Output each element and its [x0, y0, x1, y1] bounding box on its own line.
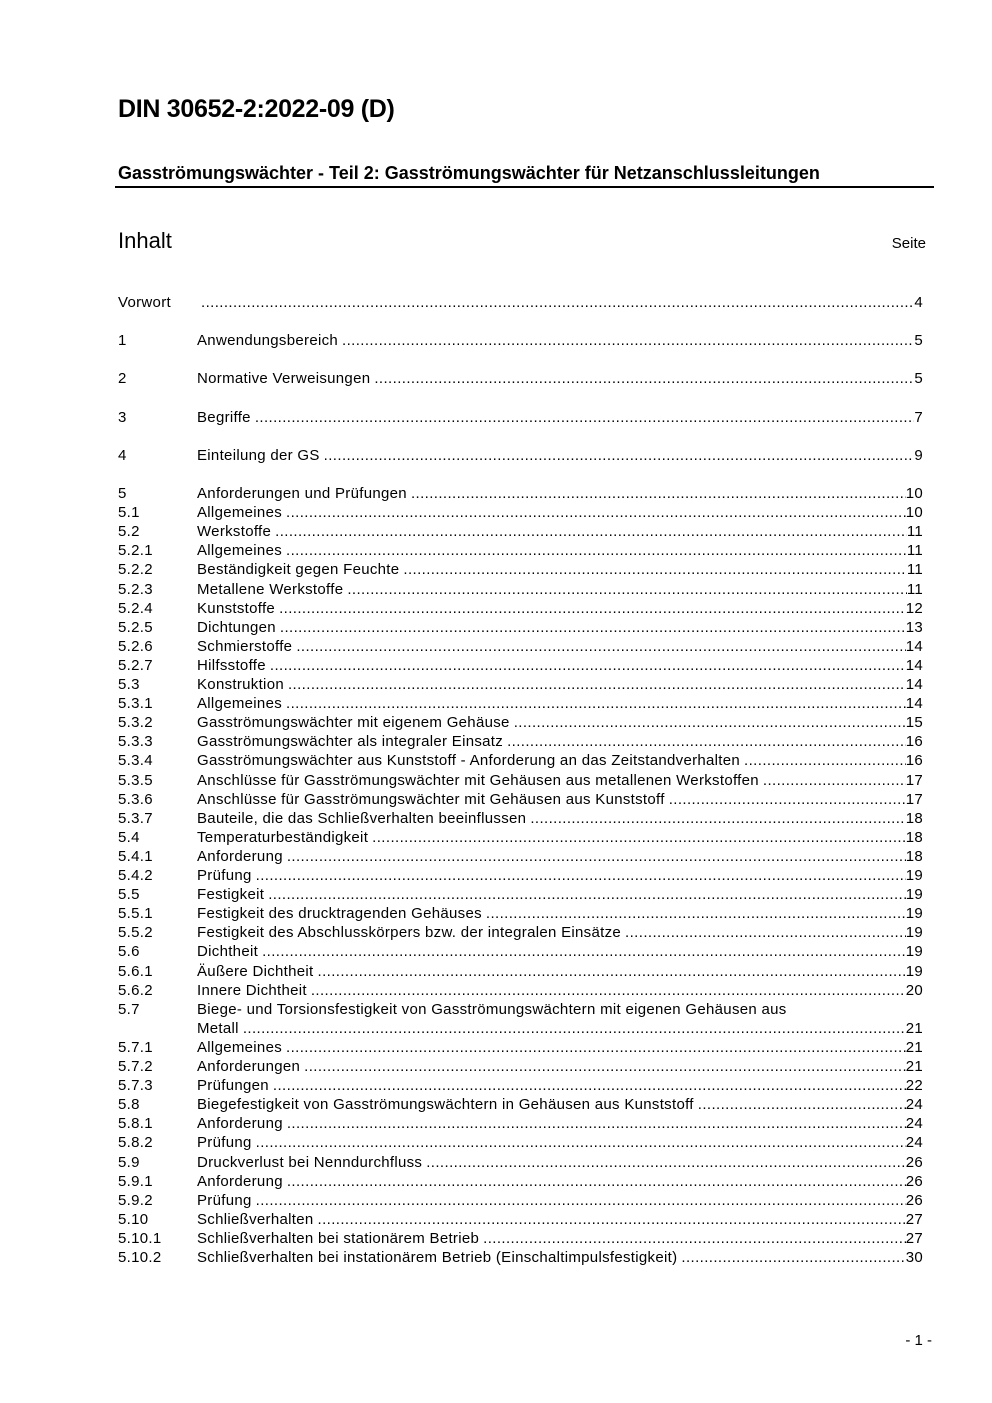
- toc-entry[interactable]: [118, 656, 923, 675]
- toc-entry-title: Normative Verweisungen: [197, 370, 371, 387]
- toc-dot-leader: [288, 675, 906, 694]
- toc-entry[interactable]: [118, 1210, 923, 1229]
- toc-dot-leader: [287, 847, 906, 866]
- toc-entry-page: 17: [905, 771, 923, 789]
- toc-entry[interactable]: [118, 1133, 923, 1152]
- toc-page-column-label: Seite: [891, 235, 926, 252]
- toc-entry-page: 13: [905, 618, 923, 636]
- toc-dot-leader: [287, 1114, 906, 1133]
- toc-entry-page: 19: [905, 867, 923, 884]
- toc-entry-title: Einteilung der GS: [197, 447, 320, 464]
- toc-entry-number: 5.2.4: [118, 599, 153, 617]
- toc-entry-page: 10: [905, 485, 923, 502]
- toc-entry-title: Innere Dichtheit: [197, 981, 307, 999]
- toc-entry-number: 5.7.1: [118, 1038, 153, 1056]
- toc-entry[interactable]: [118, 408, 923, 427]
- page-number: - 1 -: [905, 1332, 932, 1349]
- toc-dot-leader: [268, 885, 906, 904]
- toc-dot-leader: [280, 618, 906, 637]
- toc-entry-number: 5.8: [118, 1096, 140, 1114]
- toc-entry[interactable]: [118, 522, 923, 541]
- toc-entry-number: 5.7: [118, 1000, 140, 1018]
- toc-entry-title: Hilfsstoffe: [197, 656, 266, 674]
- toc-entry-number: 5.9.1: [118, 1172, 153, 1190]
- toc-entry-page: 17: [905, 790, 923, 808]
- toc-entry-page: 26: [905, 1191, 923, 1209]
- toc-entry-page: 11: [906, 523, 923, 541]
- toc-entry[interactable]: [118, 675, 923, 694]
- toc-entry-number: 5.3: [118, 676, 140, 693]
- toc-entry[interactable]: [118, 713, 923, 732]
- toc-entry-number: 1: [118, 332, 127, 349]
- toc-entry-title: Schließverhalten: [197, 1210, 314, 1228]
- toc-entry-title: Allgemeines: [197, 504, 283, 522]
- toc-entry-number: 5.4.1: [118, 847, 153, 865]
- toc-entry-page: 18: [905, 828, 923, 846]
- toc-entry-title: Gasströmungswächter als integraler Einsatz: [197, 733, 504, 751]
- toc-entry-number: 5.10: [118, 1210, 149, 1228]
- toc-dot-leader: [256, 866, 906, 885]
- toc-entry-title: Allgemeines: [197, 542, 283, 560]
- toc-entry-page: 19: [905, 943, 923, 961]
- toc-entry-title: Anforderung: [197, 1115, 283, 1133]
- toc-entry-page: 19: [905, 886, 923, 904]
- toc-dot-leader: [372, 828, 906, 847]
- toc-entry-number: 3: [118, 409, 127, 426]
- toc-entry-page: 18: [905, 847, 923, 865]
- toc-entry-number: 5.3.1: [118, 695, 153, 713]
- toc-entry-title: Bauteile, die das Schließverhalten beeinflussen: [197, 809, 527, 827]
- toc-entry[interactable]: [118, 885, 923, 904]
- toc-entry-number: 5.10.2: [118, 1249, 162, 1266]
- toc-entry-number: 5.6.1: [118, 962, 153, 980]
- toc-entry-title: Dichtungen: [197, 618, 276, 636]
- toc-entry-page: 14: [905, 676, 923, 693]
- toc-entry-number: 5.3.6: [118, 790, 153, 808]
- toc-entry-number: 5.9: [118, 1153, 140, 1171]
- toc-entry-page: 18: [905, 809, 923, 827]
- toc-dot-leader: [256, 1133, 906, 1152]
- toc-entry-number: 5.2.7: [118, 656, 153, 674]
- toc-entry-page: 27: [905, 1210, 923, 1228]
- toc-entry-number: 5.2: [118, 523, 140, 541]
- toc-entry-page: 22: [905, 1077, 923, 1095]
- toc-entry-title: Werkstoffe: [197, 523, 272, 541]
- toc-entry-title: Beständigkeit gegen Feuchte: [197, 561, 400, 579]
- toc-dot-leader: [426, 1153, 905, 1172]
- toc-entry-title: Anschlüsse für Gasströmungswächter mit Gehäusen aus Kunststoff: [197, 790, 665, 808]
- toc-entry[interactable]: [118, 904, 923, 923]
- toc-entry[interactable]: [118, 847, 923, 866]
- toc-entry-title: Anforderungen: [197, 1058, 301, 1075]
- toc-entry[interactable]: [118, 1153, 923, 1172]
- toc-entry-number: 5.4.2: [118, 867, 153, 884]
- toc-entry-title-continuation: Metall: [197, 1019, 239, 1037]
- toc-dot-leader: [483, 1229, 906, 1248]
- toc-entry-number: 5.3.2: [118, 714, 153, 732]
- toc-entry[interactable]: [118, 1000, 923, 1038]
- toc-entry-number: 5: [118, 485, 127, 502]
- toc-dot-leader: [411, 484, 906, 503]
- toc-entry-page: 9: [914, 447, 923, 464]
- toc-entry-page: 16: [905, 752, 923, 770]
- toc-entry-number: 4: [118, 447, 127, 464]
- toc-dot-leader: [698, 1095, 906, 1114]
- toc-entry-title: Schließverhalten bei instationärem Betrieb (Einschaltimpulsfestigkeit): [197, 1249, 678, 1266]
- toc-entry[interactable]: [118, 369, 923, 388]
- toc-dot-leader: [318, 1210, 906, 1229]
- toc-dot-leader: [262, 942, 906, 961]
- toc-entry-number: 5.1: [118, 504, 140, 522]
- toc-entry-title: Anforderung: [197, 1172, 283, 1190]
- toc-entry-page: 15: [905, 714, 923, 732]
- toc-entry[interactable]: [118, 637, 923, 656]
- toc-entry[interactable]: [118, 1038, 923, 1057]
- toc-entry[interactable]: [118, 828, 923, 847]
- toc-entry-page: 21: [905, 1058, 923, 1075]
- toc-entry[interactable]: [118, 1229, 923, 1248]
- toc-dot-leader: [347, 580, 906, 599]
- toc-entry-title: Dichtheit: [197, 943, 259, 961]
- toc-entry[interactable]: [118, 1248, 923, 1267]
- toc-dot-leader: [507, 732, 906, 751]
- toc-entry-page: 20: [905, 981, 923, 999]
- toc-entry-number: 5.3.3: [118, 733, 153, 751]
- toc-entry-page: 5: [914, 370, 923, 387]
- toc-entry-number: 5.7.3: [118, 1077, 153, 1095]
- toc-entry-number: Vorwort: [118, 294, 171, 311]
- toc-entry[interactable]: [118, 866, 923, 885]
- toc-entry[interactable]: [118, 580, 923, 599]
- toc-entry-number: 5.5: [118, 886, 140, 904]
- toc-entry[interactable]: [118, 790, 923, 809]
- toc-dot-leader: [286, 1038, 906, 1057]
- toc-entry[interactable]: [118, 809, 923, 828]
- toc-entry-title: Festigkeit: [197, 886, 265, 904]
- toc-entry-page: 4: [914, 294, 923, 311]
- toc-entry-number: 5.2.2: [118, 561, 153, 579]
- toc-dot-leader: [374, 369, 914, 388]
- toc-entry-page: 24: [905, 1115, 923, 1133]
- toc-entry-page: 14: [905, 656, 923, 674]
- toc-dot-leader: [287, 1172, 906, 1191]
- toc-entry-number: 5.8.2: [118, 1134, 153, 1152]
- toc-entry-title: Schmierstoffe: [197, 637, 293, 655]
- toc-entry-title: Metallene Werkstoffe: [197, 580, 344, 598]
- toc-entry-number: 5.3.5: [118, 771, 153, 789]
- toc-entry[interactable]: [118, 751, 923, 770]
- toc-dot-leader: [763, 771, 906, 790]
- toc-entry[interactable]: [118, 331, 923, 350]
- toc-entry[interactable]: [118, 1114, 923, 1133]
- toc-entry-page: 14: [905, 695, 923, 713]
- toc-entry-page: 12: [905, 599, 923, 617]
- toc-dot-leader: [304, 1057, 906, 1076]
- toc-entry[interactable]: [118, 484, 923, 503]
- toc-entry-title: Kunststoffe: [197, 599, 276, 617]
- toc-entry[interactable]: [118, 923, 923, 942]
- toc-entry-page: 11: [906, 542, 923, 560]
- subtitle-divider: [115, 186, 934, 188]
- toc-entry-number: 5.9.2: [118, 1191, 153, 1209]
- toc-entry[interactable]: [118, 293, 923, 312]
- toc-entry[interactable]: [118, 446, 923, 465]
- toc-entry-page: 30: [905, 1249, 923, 1266]
- toc-entry-title: Festigkeit des Abschlusskörpers bzw. der integralen Einsätze: [197, 924, 622, 942]
- toc-entry-page: 11: [906, 561, 923, 579]
- toc-dot-leader: [324, 446, 915, 465]
- toc-dot-leader: [342, 331, 914, 350]
- toc-entry[interactable]: [118, 560, 923, 579]
- toc-entry-number: 5.7.2: [118, 1058, 153, 1075]
- document-subtitle: Gasströmungswächter - Teil 2: Gasströmungswächter für Netzanschlussleitungen: [118, 163, 820, 183]
- toc-entry-page: 19: [905, 905, 923, 923]
- toc-entry-number: 5.5.2: [118, 924, 153, 942]
- toc-entry[interactable]: [118, 1191, 923, 1210]
- toc-entry-page: 19: [905, 924, 923, 942]
- toc-heading: Inhalt: [118, 228, 172, 253]
- toc-entry-title: Schließverhalten bei stationärem Betrieb: [197, 1229, 480, 1247]
- toc-entry-title: Anschlüsse für Gasströmungswächter mit Gehäusen aus metallenen Werkstoffen: [197, 771, 759, 789]
- toc-entry-title: Prüfung: [197, 1134, 252, 1152]
- toc-entry[interactable]: [118, 1076, 923, 1095]
- toc-entry-title: Biegefestigkeit von Gasströmungswächtern in Gehäusen aus Kunststoff: [197, 1096, 694, 1114]
- toc-entry-page: 21: [905, 1019, 923, 1037]
- toc-dot-leader: [625, 923, 906, 942]
- toc-entry[interactable]: [118, 942, 923, 961]
- toc-entry-title: Konstruktion: [197, 676, 284, 693]
- toc-entry-number: 5.8.1: [118, 1115, 153, 1133]
- toc-entry-title: Festigkeit des drucktragenden Gehäuses: [197, 905, 482, 923]
- toc-entry[interactable]: [118, 1057, 923, 1076]
- toc-dot-leader: [669, 790, 906, 809]
- toc-entry-page: 19: [905, 962, 923, 980]
- toc-entry-page: 10: [905, 504, 923, 522]
- toc-dot-leader: [286, 503, 906, 522]
- toc-entry-title: Anwendungsbereich: [197, 332, 339, 349]
- toc-entry[interactable]: [118, 981, 923, 1000]
- toc-dot-leader: [318, 962, 906, 981]
- toc-entry-title: Allgemeines: [197, 1038, 283, 1056]
- toc-entry-page: 16: [905, 733, 923, 751]
- toc-entry-page: 11: [906, 580, 923, 598]
- toc-dot-leader: [530, 809, 905, 828]
- toc-dot-leader: [279, 599, 906, 618]
- toc-dot-leader: [403, 560, 906, 579]
- toc-entry[interactable]: [118, 1095, 923, 1114]
- toc-dot-leader: [275, 522, 907, 541]
- toc-dot-leader: [286, 541, 907, 560]
- toc-entry-title: Prüfung: [197, 1191, 252, 1209]
- document-title: DIN 30652-2:2022-09 (D): [118, 95, 395, 123]
- toc-dot-leader: [486, 904, 906, 923]
- toc-entry-title: Gasströmungswächter mit eigenem Gehäuse: [197, 714, 510, 732]
- toc-entry-page: 5: [914, 332, 923, 349]
- toc-entry-number: 5.6: [118, 943, 140, 961]
- toc-entry-number: 5.6.2: [118, 981, 153, 999]
- toc-entry-page: 14: [905, 637, 923, 655]
- toc-entry-number: 5.2.1: [118, 542, 153, 560]
- toc-dot-leader: [255, 408, 915, 427]
- toc-entry-title: Anforderung: [197, 847, 283, 865]
- toc-entry-page: 24: [905, 1134, 923, 1152]
- toc-entry-page: 7: [914, 409, 923, 426]
- toc-entry-title: Anforderungen und Prüfungen: [197, 485, 407, 502]
- toc-entry[interactable]: [118, 1172, 923, 1191]
- toc-entry[interactable]: [118, 732, 923, 751]
- toc-entry-number: 5.3.7: [118, 809, 153, 827]
- toc-dot-leader: [744, 751, 906, 770]
- toc-entry[interactable]: [118, 503, 923, 522]
- toc-entry[interactable]: [118, 771, 923, 790]
- toc-entry-title: Prüfung: [197, 867, 252, 884]
- toc-entry-number: 5.3.4: [118, 752, 153, 770]
- toc-entry-number: 5.2.5: [118, 618, 153, 636]
- toc-entry-number: 2: [118, 370, 127, 387]
- toc-entry-page: 21: [905, 1038, 923, 1056]
- toc-entry[interactable]: [118, 618, 923, 637]
- toc-dot-leader: [270, 656, 906, 675]
- toc-entry-number: 5.2.3: [118, 580, 153, 598]
- toc-entry-number: 5.2.6: [118, 637, 153, 655]
- toc-entry-title: Biege- und Torsionsfestigkeit von Gasströmungswächtern mit eigenen Gehäusen aus: [197, 1000, 787, 1018]
- toc-entry-page: 24: [905, 1096, 923, 1114]
- toc-dot-leader: [514, 713, 906, 732]
- toc-entry-number: 5.10.1: [118, 1229, 162, 1247]
- toc-entry-title: Äußere Dichtheit: [197, 962, 314, 980]
- toc-entry-number: 5.5.1: [118, 905, 153, 923]
- toc-entry-title: Temperaturbeständigkeit: [197, 828, 369, 846]
- toc-dot-leader: [311, 981, 906, 1000]
- toc-entry-title: Allgemeines: [197, 695, 283, 713]
- toc-entry-number: 5.4: [118, 828, 140, 846]
- toc-entry-page: 26: [905, 1172, 923, 1190]
- toc-dot-leader: [243, 1019, 906, 1038]
- toc-entry[interactable]: [118, 599, 923, 618]
- toc-entry-title: Prüfungen: [197, 1077, 269, 1095]
- toc-dot-leader: [286, 694, 906, 713]
- toc-entry[interactable]: [118, 694, 923, 713]
- toc-dot-leader: [273, 1076, 906, 1095]
- toc-entry[interactable]: [118, 541, 923, 560]
- toc-dot-leader: [681, 1248, 905, 1267]
- toc-entry-title: Begriffe: [197, 409, 251, 426]
- toc-entry-title: Gasströmungswächter aus Kunststoff - Anforderung an das Zeitstandverhalten: [197, 752, 741, 770]
- toc-dot-leader: [296, 637, 905, 656]
- toc-entry-page: 27: [905, 1229, 923, 1247]
- toc-dot-leader: [201, 293, 914, 312]
- toc-entry-title: Druckverlust bei Nenndurchfluss: [197, 1153, 423, 1171]
- toc-entry[interactable]: [118, 962, 923, 981]
- toc-entry-page: 26: [905, 1153, 923, 1171]
- toc-dot-leader: [256, 1191, 906, 1210]
